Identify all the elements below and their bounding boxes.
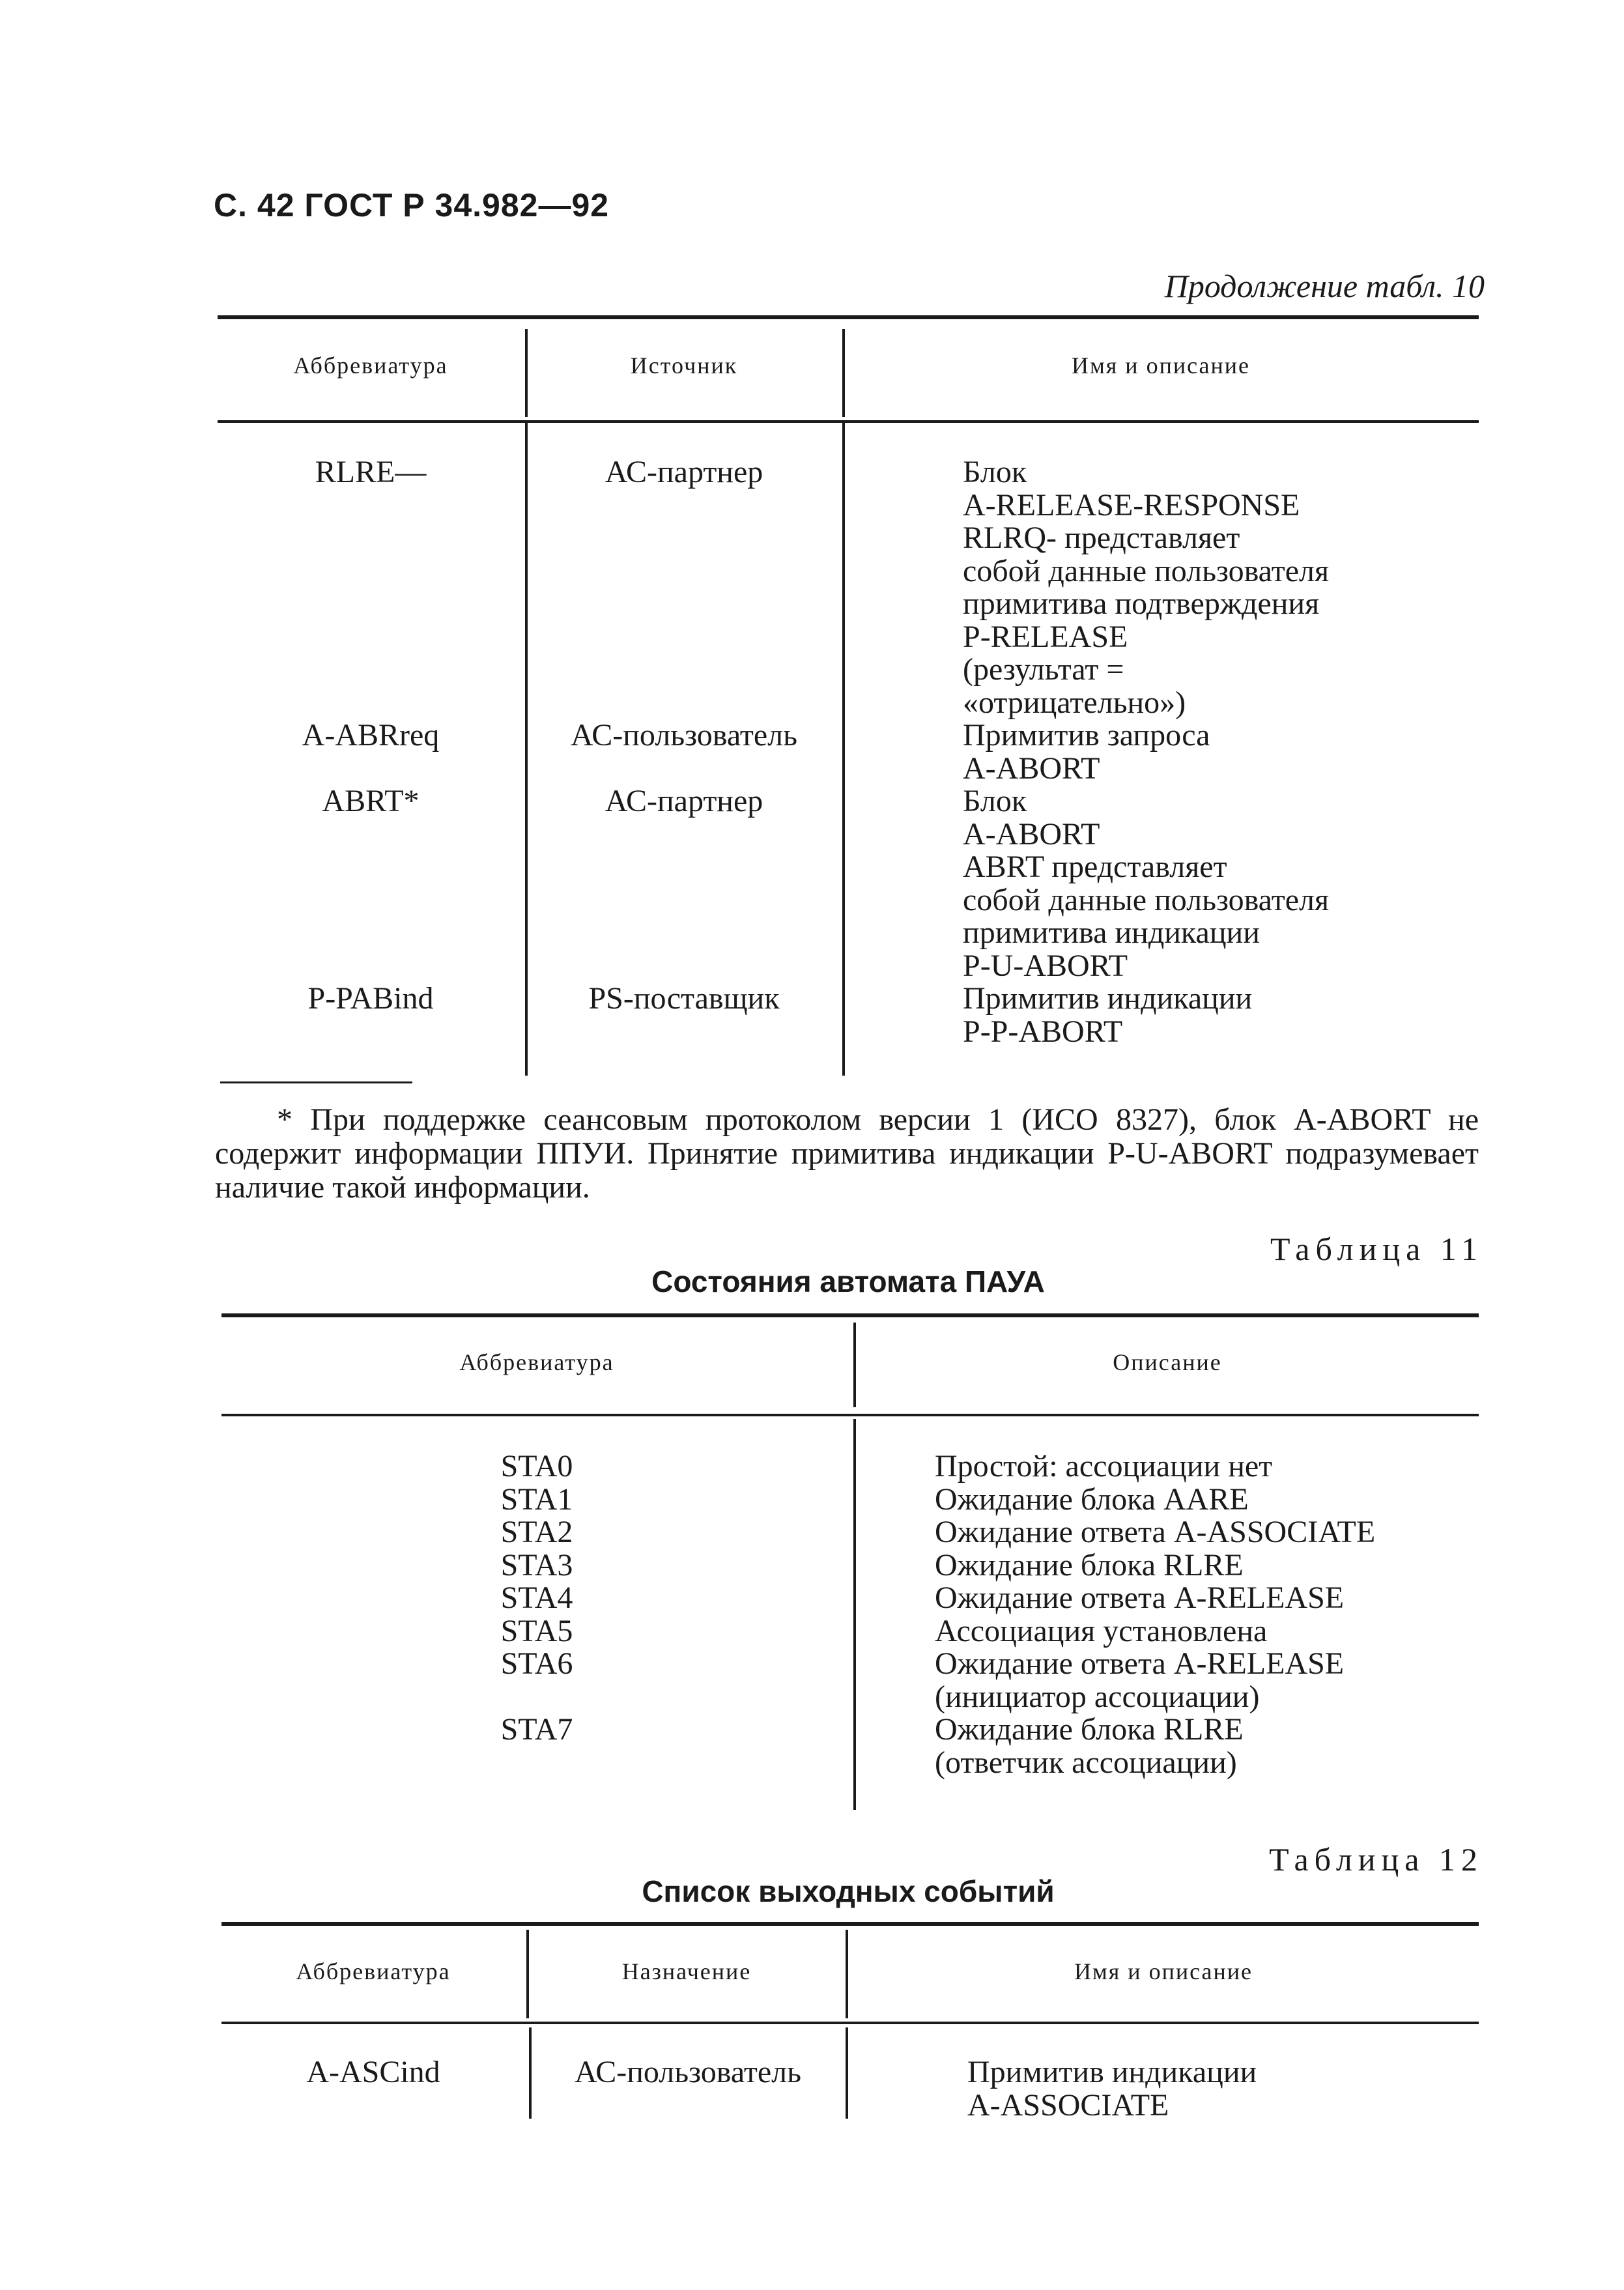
table-header-rule: [218, 420, 1479, 423]
table-header-rule: [221, 1414, 1479, 1416]
page-header: С. 42 ГОСТ Р 34.982—92: [214, 187, 610, 223]
row-abbreviation: ABRT*: [322, 784, 420, 818]
column-header-abbreviation: Аббревиатура: [293, 352, 448, 379]
table-row: STA4: [500, 1581, 573, 1615]
table-row: STA2: [500, 1515, 573, 1549]
table-continuation-label: Продолжение табл. 10: [1164, 268, 1485, 304]
table-row: STA6: [500, 1646, 573, 1681]
row-source: PS-поставщик: [588, 981, 780, 1016]
state-abbreviation-column: [221, 1450, 852, 1747]
row-abbreviation: P-PABind: [307, 981, 434, 1016]
table-row: STA5: [500, 1613, 573, 1648]
table-top-rule: [218, 315, 1479, 319]
column-header-abbreviation: Аббревиатура: [296, 1958, 451, 1984]
footnote: * При поддержке сеансовым протоколом версии 1 (ИСО 8327), блок A-ABORT не содержит информации ППУИ. Принятие примитива индикации P-U-ABORT подразумевает наличие такой информации.: [215, 1102, 1479, 1205]
column-divider: [853, 1419, 856, 1810]
row-abbreviation: A-ABRreq: [302, 718, 440, 752]
row-description: Примитив запроса A-ABORT: [963, 718, 1210, 786]
row-abbreviation: A-ASCind: [306, 2055, 440, 2089]
row-description: Блок A-RELEASE-RESPONSE RLRQ- представляет собой данные пользователя примитива подтверждения P-RELEASE (результат = «отрицательно»): [963, 455, 1330, 720]
row-source: АС-партнер: [605, 784, 763, 818]
table-row: [221, 1681, 852, 1714]
table-row: STA7: [500, 1712, 573, 1747]
state-description-column: Простой: ассоциации нет Ожидание блока AARE Ожидание ответа A-ASSOCIATE Ожидание блока RLRE Ожидание ответа A-RELEASE Ассоциация установлена Ожидание ответа A-RELEASE (инициатор ассоциации) Ожидание блока RLRE (ответчик ассоциации): [935, 1449, 1376, 1780]
table-top-rule: [221, 1922, 1479, 1926]
row-description: Примитив индикации P-P-ABORT: [963, 981, 1253, 1049]
table-label: Таблица 12: [1269, 1841, 1483, 1878]
table-header-rule: [221, 2022, 1479, 2024]
column-header-description: Имя и описание: [1071, 352, 1251, 379]
row-abbreviation: RLRE—: [315, 455, 427, 489]
table-row: STA0: [500, 1449, 573, 1483]
row-source: АС-партнер: [605, 455, 763, 489]
footnote-rule: [220, 1081, 412, 1083]
column-header-description: Описание: [1113, 1349, 1222, 1375]
column-header-source: Источник: [630, 352, 738, 379]
row-description: Примитив индикации A-ASSOCIATE: [967, 2055, 1257, 2123]
column-header-description: Имя и описание: [1074, 1958, 1253, 1984]
row-source: АС-пользователь: [570, 718, 798, 752]
table-row: STA3: [500, 1547, 573, 1582]
table-title: Список выходных событий: [642, 1874, 1055, 1908]
row-description: Блок A-ABORT ABRT представляет собой данные пользователя примитива индикации P-U-ABORT: [963, 784, 1330, 983]
table-label: Таблица 11: [1270, 1231, 1483, 1267]
table-row: STA1: [500, 1481, 573, 1517]
column-header-purpose: Назначение: [621, 1958, 752, 1984]
row-purpose: АС-пользователь: [574, 2055, 802, 2089]
column-header-abbreviation: Аббревиатура: [459, 1349, 614, 1375]
column-divider: [846, 2027, 848, 2119]
column-divider: [842, 423, 845, 1076]
table-title: Состояния автомата ПАУА: [651, 1265, 1045, 1298]
table-top-rule: [221, 1313, 1479, 1317]
